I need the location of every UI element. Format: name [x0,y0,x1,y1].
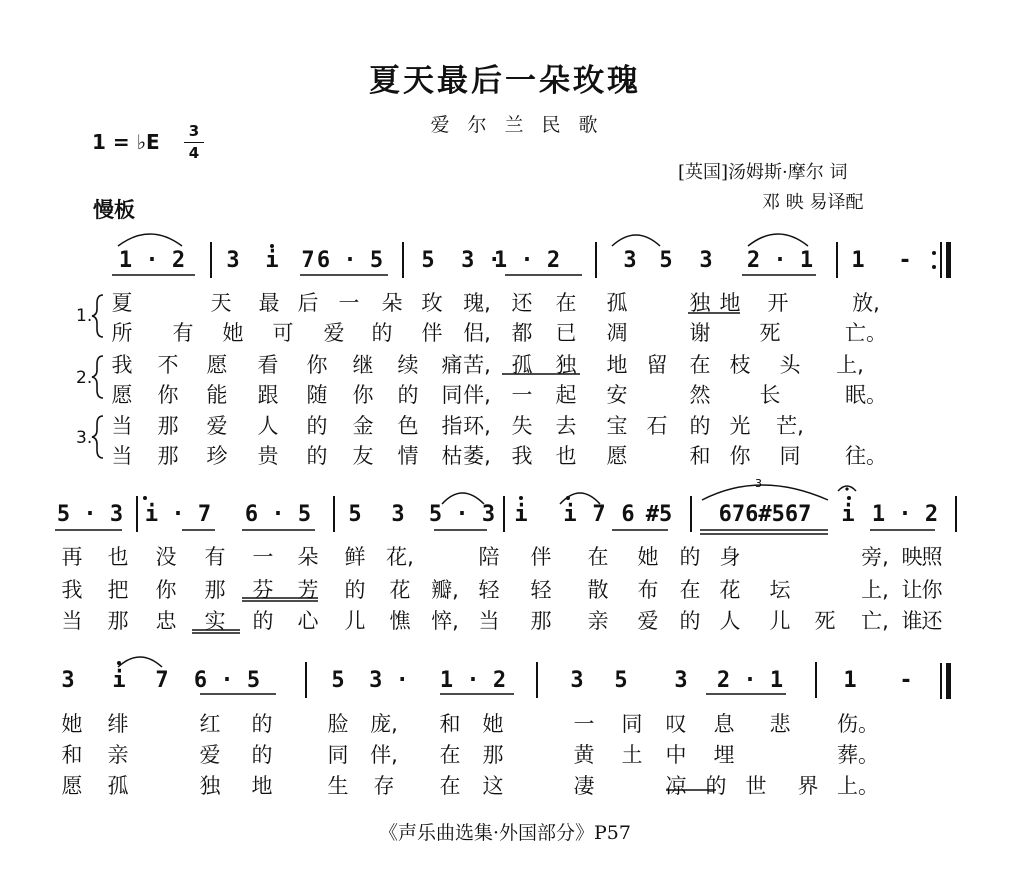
barline [305,662,307,698]
lyric-char: 最 [258,291,280,315]
lyric-char: 能 [206,383,228,407]
lyric-char: 死 [814,609,836,633]
note: 5 [331,668,345,693]
lyric-char: 和 [61,743,83,767]
lyric-char: 你 [921,578,943,602]
barline [333,496,335,532]
lyric-char: 那 [157,444,179,468]
lyric-char: 还 [511,291,533,315]
verse-number-1: 1. [76,306,93,326]
lyric-char: 心 [297,609,319,633]
source-citation: 《声乐曲选集·外国部分》P57 [378,822,631,844]
lyric-char: 界 [797,774,819,798]
note: 7 [155,668,169,693]
lyric-char: 忠 [155,609,177,633]
barline [595,242,597,278]
note: 3 [570,668,584,693]
lyric-char: 头 [779,353,801,377]
barline [136,496,138,532]
lyric-char: 人 [719,609,741,633]
lyric-char: 在 [679,578,701,602]
lyric-char: 实 [204,609,226,633]
lyric-char: 花 [389,578,411,602]
lyric-char: 伴 [530,545,552,569]
lyric-char: 谢 [689,321,711,345]
lyric-char: 的 [679,545,701,569]
note: 2 · 1 [716,668,784,693]
fermata [838,486,856,491]
lyric-char: 芒, [776,414,804,438]
note: 3 [226,248,240,273]
lyric-char: 有 [172,321,194,345]
lyric-char: 孤 [606,291,628,315]
lyric-char: 的 [689,414,711,438]
note: 5 [421,248,435,273]
lyric-char: 指 [441,414,463,438]
time-signature-bar [184,142,204,143]
lyric-char: 坛 [769,578,791,602]
note: 7 [592,502,606,527]
note: 5 [659,248,673,273]
lyric-char: 凋 [606,321,628,345]
barline [690,496,692,532]
lyric-char: 土 [621,743,643,767]
lyric-char: 的 [306,444,328,468]
lyric-char: 不 [157,353,179,377]
lyric-char: 光 [729,414,751,438]
slur [748,234,808,246]
lyric-char: 一 [338,291,360,315]
note: 5 [348,502,362,527]
tempo-marking: 慢板 [93,198,135,222]
note: 3 [699,248,713,273]
lyric-char: 把 [107,578,129,602]
lyric-char: 悲 [769,712,791,736]
lyric-char: 存 [373,774,395,798]
lyric-char: 独 [555,353,577,377]
lyric-char: 随 [306,383,328,407]
lyric-char: 你 [155,578,177,602]
lyric-char: 生 [327,774,349,798]
lyric-char: 留 [646,353,668,377]
lyric-char: 地 [719,291,741,315]
lyric-char: 叹 [665,712,687,736]
lyric-char: 开 [767,291,789,315]
lyricist-credit: [英国]汤姆斯·摩尔 词 [678,162,848,183]
lyric-char: 花 [719,578,741,602]
lyric-char: 芳 [297,578,319,602]
lyric-char: 散 [587,578,609,602]
lyric-char: 绯 [107,712,129,736]
lyric-char: 爱 [199,743,221,767]
lyric-char: 后 [297,291,319,315]
note: i [563,502,577,527]
lyric-char: 爱 [637,609,659,633]
lyric-char: 也 [107,545,129,569]
time-signature-bottom: 4 [188,144,200,162]
lyric-char: 鲜 [344,545,366,569]
lyric-char: 看 [257,353,279,377]
lyric-char: 在 [689,353,711,377]
note: 7 [301,248,315,273]
lyric-char: 在 [439,743,461,767]
lyric-char: 的 [251,712,273,736]
verse-brace-1 [92,295,103,337]
note: i [112,668,126,693]
song-title: 夏天最后一朵玫瑰 [369,63,641,99]
lyric-char: 金 [352,414,374,438]
note: i [265,248,279,273]
lyric-char: 当 [478,609,500,633]
lyric-char: 她 [61,712,83,736]
note: 5 · 3 [56,502,124,527]
lyric-char: 布 [637,578,659,602]
lyric-char: 当 [111,414,133,438]
lyric-char: 安 [606,383,628,407]
lyric-char: 庞, [370,712,398,736]
lyric-char: 一 [511,383,533,407]
lyric-char: 色 [397,414,419,438]
lyric-char: 继 [352,353,374,377]
lyric-char: 孤 [107,774,129,798]
lyric-char: 我 [61,578,83,602]
barline [815,662,817,698]
lyric-char: 那 [530,609,552,633]
lyric-char: 你 [157,383,179,407]
note: 676#567 [718,502,812,527]
lyric-char: 还 [921,609,943,633]
lyric-char: 我 [511,444,533,468]
lyric-char: 儿 [344,609,366,633]
note: 3 [391,502,405,527]
lyric-char: 你 [352,383,374,407]
lyric-char: 她 [637,545,659,569]
lyric-char: 都 [511,321,533,345]
note: i [841,502,855,527]
lyric-char: 的 [397,383,419,407]
lyric-char: 一 [573,712,595,736]
lyric-char: 失 [511,414,533,438]
lyric-char: 同 [779,444,801,468]
lyric-char: 人 [257,414,279,438]
lyric-char: 夏 [111,291,133,315]
lyric-char: 一 [252,545,274,569]
slur [118,657,162,667]
lyric-char: 痛 [441,353,463,377]
note: 5 · 3 [428,502,496,527]
lyric-char: 起 [555,383,577,407]
lyric-char: 天 [210,291,232,315]
lyric-char: 伴, [370,743,398,767]
note: 6 [621,502,635,527]
slur [612,235,660,246]
lyric-char: 让 [901,578,923,602]
key-signature: 1 = ♭E [92,130,160,154]
lyric-char: 爱 [323,321,345,345]
lyric-char: 独 [199,774,221,798]
lyric-char: 朵 [381,291,403,315]
lyric-char: 儿 [769,609,791,633]
barline [503,496,505,532]
lyric-char: 轻 [478,578,500,602]
lyric-char: 映 [901,545,923,569]
lyric-char: 她 [222,321,244,345]
note: 1 [843,668,857,693]
lyric-char: 苦, [463,353,491,377]
lyric-char: 情 [397,444,419,468]
lyric-char: 的 [251,743,273,767]
lyric-char: 所 [111,321,133,345]
slur [702,485,828,500]
lyric-char: 的 [306,414,328,438]
lyric-char: 那 [482,743,504,767]
barline [536,662,538,698]
lyric-char: 芬 [252,578,274,602]
lyric-char: 瓣, [431,578,459,602]
fermata-dot [845,487,848,490]
lyric-char: 长 [759,383,781,407]
lyric-char: 悴, [431,609,459,633]
verse-brace-3 [92,416,103,458]
lyric-char: 亲 [587,609,609,633]
lyric-char: 伴 [421,321,443,345]
note: 3 [674,668,688,693]
lyric-char: 上, [836,353,864,377]
note: 2 · 1 [746,248,814,273]
note: #5 [645,502,673,527]
lyric-char: 瑰, [463,291,491,315]
note: 6 · 5 [316,248,384,273]
lyric-char: 亡, [861,609,889,633]
lyric-char: 再 [61,545,83,569]
barline [836,242,838,278]
lyric-char: 那 [204,578,226,602]
barline [210,242,212,278]
barline [955,496,957,532]
lyric-char: 的 [252,609,274,633]
note: 1 · 2 [439,668,507,693]
lyric-char: 愿 [606,444,628,468]
lyric-char: 愿 [206,353,228,377]
lyric-char: 凄 [573,774,595,798]
lyric-char: 世 [745,774,767,798]
lyric-char: 当 [111,444,133,468]
note: i · 7 [144,502,212,527]
lyric-char: 去 [555,414,577,438]
lyric-char: 贵 [257,444,279,468]
lyric-char: 葬。 [837,743,879,767]
note: 6 · 5 [193,668,261,693]
lyric-char: 凉 [665,774,687,798]
note: 1 · 2 [871,502,939,527]
lyric-char: 她 [482,712,504,736]
verse-brace-2 [92,356,103,398]
lyric-char: 也 [555,444,577,468]
note: i [514,502,528,527]
lyric-char: 珍 [206,444,228,468]
lyric-char: 在 [439,774,461,798]
lyric-char: 有 [204,545,226,569]
lyric-char: 孤 [511,353,533,377]
lyric-char: 的 [705,774,727,798]
lyric-char: 放, [852,291,880,315]
lyric-char: 旁, [861,545,889,569]
lyric-char: 侣, [463,321,491,345]
lyric-char: 独 [689,291,711,315]
lyric-char: 身 [719,545,741,569]
lyric-char: 眠。 [845,383,887,407]
lyric-char: 和 [689,444,711,468]
note: - [899,668,913,693]
lyric-char: 那 [157,414,179,438]
translator-credit: 邓 映 易译配 [762,192,864,213]
slur [118,234,182,246]
note: 3 [623,248,637,273]
lyric-char: 没 [155,545,177,569]
lyric-char: 亡。 [845,321,887,345]
note: 3 · [369,668,409,693]
lyric-char: 和 [439,712,461,736]
note: 1 · 2 [493,248,561,273]
lyric-char: 续 [397,353,419,377]
lyric-char: 那 [107,609,129,633]
lyric-char: 同 [327,743,349,767]
lyric-char: 枝 [729,353,751,377]
lyric-char: 当 [61,609,83,633]
verse-number-3: 3. [76,428,93,448]
lyric-char: 在 [587,545,609,569]
lyric-char: 谁 [901,609,923,633]
lyric-char: 这 [482,774,504,798]
barline [402,242,404,278]
lyric-char: 同 [441,383,463,407]
note: 6 · 5 [244,502,312,527]
lyric-char: 亲 [107,743,129,767]
lyric-char: 然 [689,383,711,407]
lyric-char: 地 [606,353,628,377]
lyric-char: 我 [111,353,133,377]
note: 3 · [461,248,501,273]
lyric-char: 友 [352,444,374,468]
lyric-char: 愿 [111,383,133,407]
lyric-char: 花, [386,545,414,569]
lyric-char: 可 [272,321,294,345]
lyric-char: 跟 [257,383,279,407]
note: 1 [851,248,865,273]
triplet-mark: 3 [755,477,762,490]
lyric-char: 伴, [463,383,491,407]
lyric-char: 往。 [845,444,887,468]
lyric-char: 宝 [606,414,628,438]
song-subtitle: 爱尔兰民歌 [430,114,616,136]
time-signature-top: 3 [188,122,200,140]
lyric-char: 伤。 [837,712,879,736]
lyric-char: 中 [665,743,687,767]
note: - [898,248,912,273]
note: 3 [61,668,75,693]
lyric-char: 同 [621,712,643,736]
lyric-char: 脸 [327,712,349,736]
lyric-char: 憔 [389,609,411,633]
lyric-char: 萎, [463,444,491,468]
time-signature [183,122,205,163]
lyric-char: 枯 [441,444,463,468]
lyric-char: 朵 [297,545,319,569]
lyric-char: 红 [199,712,221,736]
lyric-char: 上, [861,578,889,602]
lyric-char: 石 [646,414,668,438]
lyric-char: 地 [251,774,273,798]
lyric-char: 环, [463,414,491,438]
note: 1 · 2 [118,248,186,273]
lyric-char: 照 [921,545,943,569]
lyric-char: 埋 [713,743,735,767]
verse-number-2: 2. [76,368,93,388]
lyric-char: 愿 [61,774,83,798]
lyric-char: 你 [729,444,751,468]
lyric-char: 玫 [421,291,443,315]
lyric-char: 的 [679,609,701,633]
lyric-char: 的 [344,578,366,602]
note: 5 [614,668,628,693]
lyric-char: 上。 [837,774,879,798]
lyric-char: 在 [555,291,577,315]
lyric-char: 你 [306,353,328,377]
lyric-char: 死 [759,321,781,345]
lyric-char: 已 [555,321,577,345]
lyric-char: 黄 [573,743,595,767]
lyric-char: 轻 [530,578,552,602]
lyric-char: 爱 [206,414,228,438]
lyric-char: 陪 [478,545,500,569]
lyric-char: 息 [713,712,735,736]
lyric-char: 的 [371,321,393,345]
